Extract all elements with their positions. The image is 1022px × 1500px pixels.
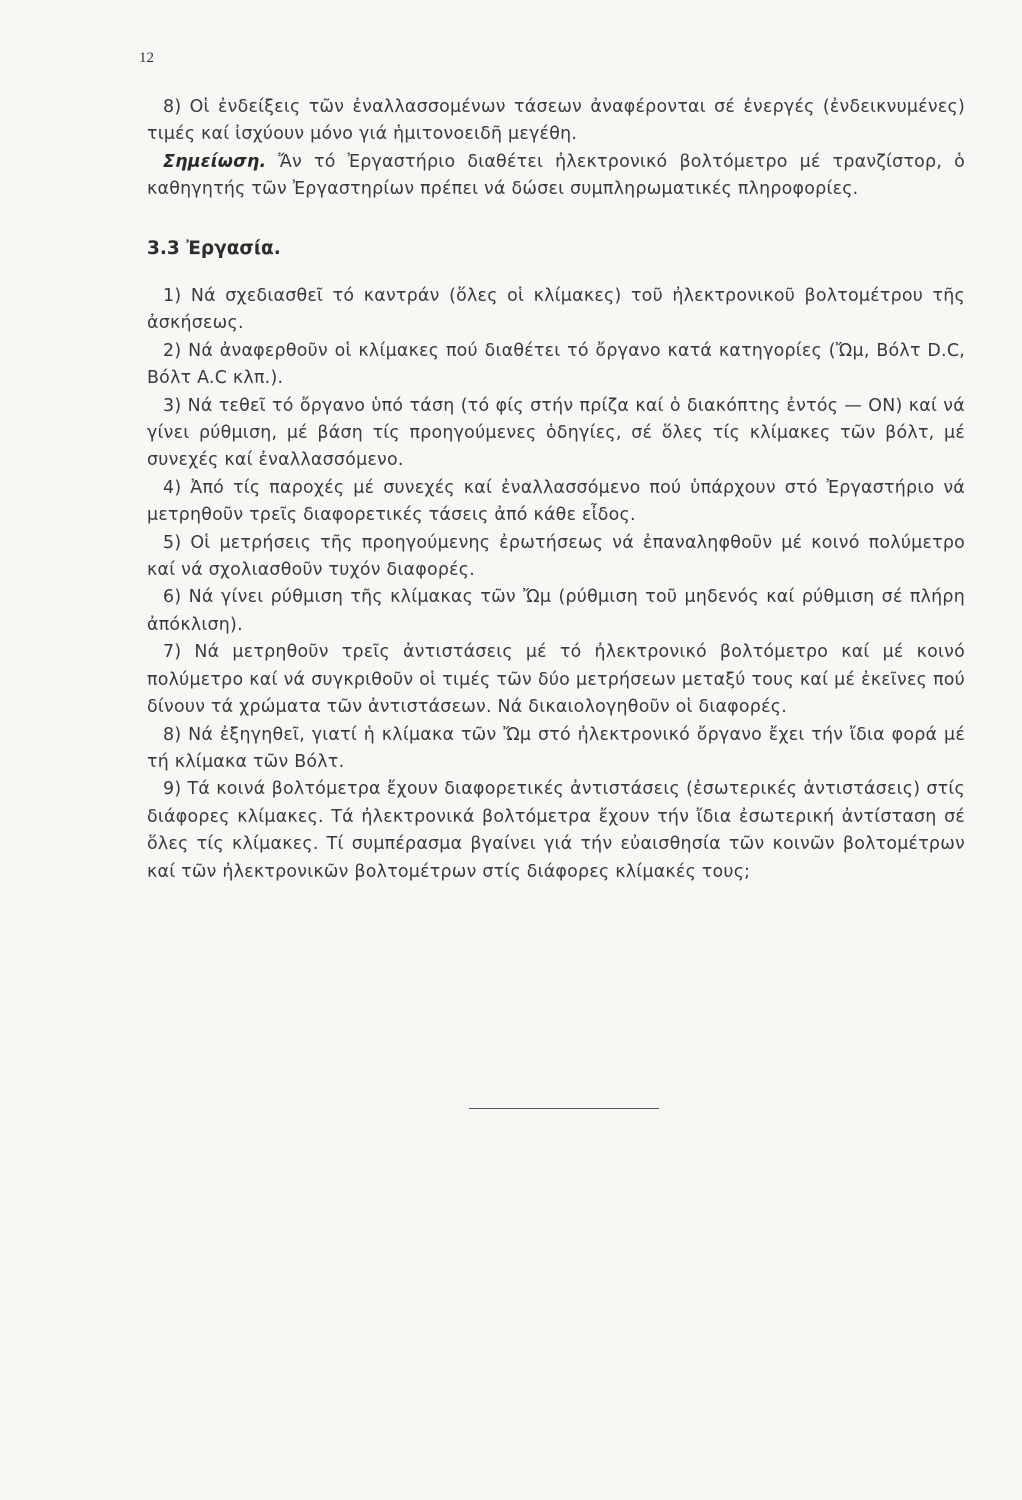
task-item-2: 2) Νά ἀναφερθοῦν οἱ κλίμακες πού διαθέτει τό ὄργανο κατά κατηγορίες (Ὤμ, Βόλτ D.C, Βόλτ A.C κλπ.). bbox=[147, 340, 965, 389]
task-item-1: 1) Νά σχεδιασθεῖ τό καντράν (ὅλες οἱ κλίμακες) τοῦ ἠλεκτρονικοῦ βολτομέτρου τῆς ἀσκήσεως. bbox=[147, 286, 965, 334]
task-item-7: 7) Νά μετρηθοῦν τρεῖς ἀντιστάσεις μέ τό ἠλεκτρονικό βολτόμετρο καί μέ κοινό πολύμετρο καί νά συγκριθοῦν οἱ τιμές τῶν δύο μετρήσεων μεταξύ τους καί μέ ἐκεῖνες πού δίνουν τά χρώματα τῶν ἀντιστάσεων. Νά δικαιολογηθοῦν οἱ διαφορές. bbox=[147, 642, 965, 718]
task-list bbox=[147, 283, 965, 886]
task-item-3: 3) Νά τεθεῖ τό ὄργανο ὑπό τάση (τό φίς στήν πρίζα καί ὁ διακόπτης ἐντός — ON) καί νά γίνει ρύθμιση, μέ βάση τίς προηγούμενες ὁδηγίες, σέ ὅλες τίς κλίμακες τῶν βόλτ, μέ συνεχές καί ἐναλλασσόμενο. bbox=[147, 395, 965, 471]
page-content bbox=[147, 94, 965, 882]
task-item-6: 6) Νά γίνει ρύθμιση τῆς κλίμακας τῶν Ὤμ (ρύθμιση τοῦ μηδενός καί ρύθμιση σέ πλήρη ἀπόκλιση). bbox=[147, 587, 965, 635]
note-label: Σημείωση. bbox=[163, 151, 267, 172]
note-text: Ἄν τό Ἐργαστήριο διαθέτει ἠλεκτρονικό βολτόμετρο μέ τρανζίστορ, ὁ καθηγητής τῶν Ἐργαστηρίων πρέπει νά δώσει συμπληρωματικές πληροφορίες. bbox=[147, 151, 965, 200]
task-item-9: 9) Τά κοινά βολτόμετρα ἔχουν διαφορετικές ἀντιστάσεις (ἐσωτερικές ἀντιστάσεις) στίς διάφορες κλίμακες. Τά ἠλεκτρονικά βολτόμετρα ἔχουν τήν ἴδια ἐσωτερική ἀντίσταση σέ ὅλες τίς κλίμακες. Τί συμπέρασμα βγαίνει γιά τήν εὐαισθησία τῶν κοινῶν βολτομέτρων καί τῶν ἠλεκτρονικῶν βολτομέτρων στίς διάφορες κλίμακές τους; bbox=[147, 779, 965, 882]
task-item-8: 8) Νά ἐξηγηθεῖ, γιατί ἡ κλίμακα τῶν Ὤμ στό ἠλεκτρονικό ὄργανο ἔχει τήν ἴδια φορά μέ τή κλίμακα τῶν Βόλτ. bbox=[147, 724, 965, 772]
intro-item-8: 8) Οἱ ἐνδείξεις τῶν ἐναλλασσομένων τάσεων ἀναφέρονται σέ ἐνεργές (ἐνδεικνυμένες) τιμές καί ἰσχύουν μόνο γιά ἡμιτονοειδῆ μεγέθη. bbox=[147, 97, 965, 145]
note-paragraph bbox=[147, 149, 965, 204]
task-item-4: 4) Ἀπό τίς παροχές μέ συνεχές καί ἐναλλασσόμενο πού ὑπάρχουν στό Ἐργαστήριο νά μετρηθοῦν τρεῖς διαφορετικές τάσεις ἀπό κάθε εἶδος. bbox=[147, 477, 965, 526]
task-item-5: 5) Οἱ μετρήσεις τῆς προηγούμενης ἐρωτήσεως νά ἐπαναληφθοῦν μέ κοινό πολύμετρο καί νά σχολιασθοῦν τυχόν διαφορές. bbox=[147, 532, 965, 581]
page-number: 12 bbox=[139, 50, 154, 66]
section-heading: 3.3 Ἐργασία. bbox=[147, 238, 281, 259]
end-of-section-rule bbox=[469, 1108, 659, 1109]
